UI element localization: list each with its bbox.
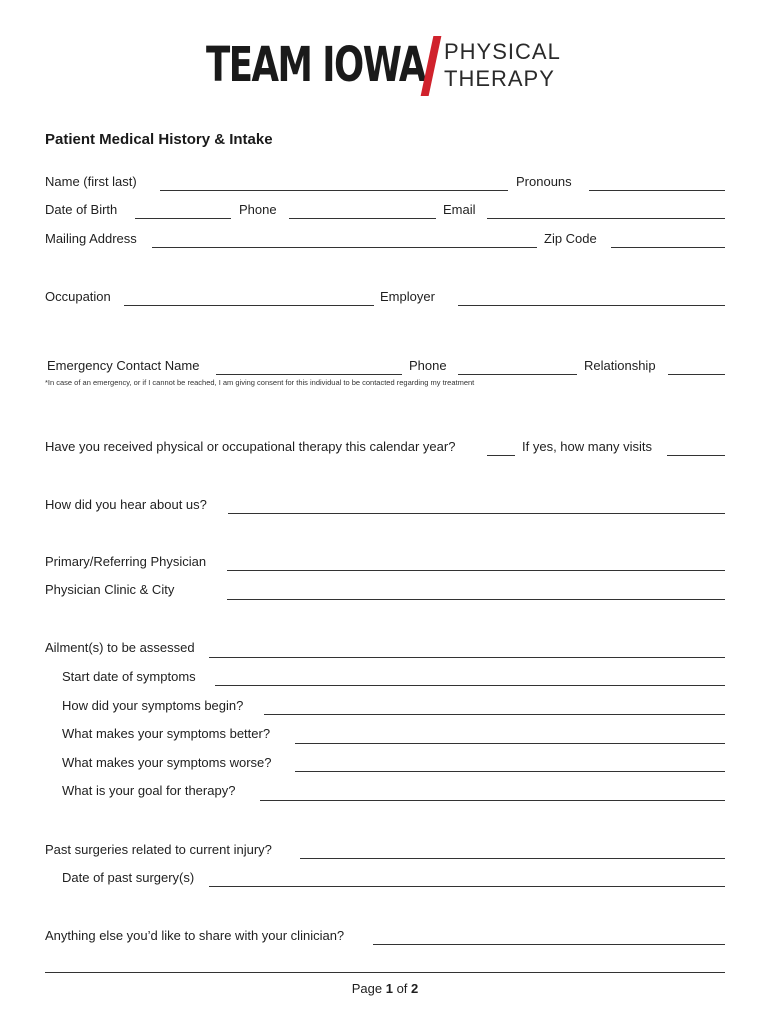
employer-field[interactable]: [458, 305, 725, 306]
dob-field[interactable]: [135, 218, 231, 219]
consent-note: *In case of an emergency, or if I cannot be reached, I am giving consent for this individual to be contacted regarding my treatment: [45, 378, 475, 387]
pronouns-field[interactable]: [589, 190, 725, 191]
received-therapy-label: Have you received physical or occupational therapy this calendar year?: [45, 439, 456, 454]
dob-label: Date of Birth: [45, 202, 118, 217]
surgery-date-label: Date of past surgery(s): [62, 870, 195, 885]
physician-field[interactable]: [227, 570, 725, 571]
physician-label: Primary/Referring Physician: [45, 554, 207, 569]
current-page: 1: [385, 981, 393, 996]
symptoms-begin-field[interactable]: [264, 714, 725, 715]
form-title: Patient Medical History & Intake: [45, 131, 273, 148]
symptoms-begin-label: How did your symptoms begin?: [62, 698, 244, 713]
relationship-label: Relationship: [584, 358, 656, 373]
zip-code-field[interactable]: [611, 247, 725, 248]
past-surgeries-label: Past surgeries related to current injury?: [45, 842, 272, 857]
logo-physical-therapy: [444, 38, 561, 92]
pronouns-label: Pronouns: [516, 174, 572, 189]
symptoms-better-label: What makes your symptoms better?: [62, 726, 271, 741]
surgery-date-field[interactable]: [209, 886, 725, 887]
emergency-phone-label: Phone: [409, 358, 447, 373]
visits-field[interactable]: [667, 455, 725, 456]
therapy-goal-field[interactable]: [260, 800, 725, 801]
mailing-address-label: Mailing Address: [45, 231, 137, 246]
name-label: Name (first last): [45, 174, 137, 189]
phone-label: Phone: [239, 202, 277, 217]
clinic-label: Physician Clinic & City: [45, 582, 175, 597]
relationship-field[interactable]: [668, 374, 725, 375]
anything-else-field-line-2[interactable]: [45, 972, 725, 973]
zip-code-label: Zip Code: [544, 231, 597, 246]
symptoms-better-field[interactable]: [295, 743, 725, 744]
therapy-goal-label: What is your goal for therapy?: [62, 783, 236, 798]
mailing-address-field[interactable]: [152, 247, 537, 248]
occupation-field[interactable]: [124, 305, 374, 306]
team-iowa-logo: [206, 36, 566, 98]
anything-else-label: Anything else you’d like to share with your clinician?: [45, 928, 345, 943]
anything-else-field[interactable]: [373, 944, 725, 945]
email-label: Email: [443, 202, 476, 217]
ailments-label: Ailment(s) to be assessed: [45, 640, 195, 655]
logo-line-2: THERAPY: [444, 66, 555, 91]
received-therapy-field[interactable]: [487, 455, 515, 456]
hear-about-label: How did you hear about us?: [45, 497, 207, 512]
visits-label: If yes, how many visits: [522, 439, 653, 454]
emergency-contact-field[interactable]: [216, 374, 402, 375]
start-date-label: Start date of symptoms: [62, 669, 196, 684]
phone-field[interactable]: [289, 218, 436, 219]
name-field[interactable]: [160, 190, 508, 191]
total-pages: 2: [411, 981, 419, 996]
page-word: Page: [351, 981, 383, 996]
symptoms-worse-field[interactable]: [295, 771, 725, 772]
ailments-field[interactable]: [209, 657, 725, 658]
email-field[interactable]: [487, 218, 725, 219]
past-surgeries-field[interactable]: [300, 858, 725, 859]
logo-line-1: PHYSICAL: [444, 39, 561, 64]
emergency-phone-field[interactable]: [458, 374, 577, 375]
employer-label: Employer: [380, 289, 435, 304]
logo-team-text: TEAM IOWA: [206, 37, 425, 93]
emergency-contact-label: Emergency Contact Name: [47, 358, 200, 373]
occupation-label: Occupation: [45, 289, 111, 304]
page-footer: [0, 981, 770, 996]
of-word: of: [396, 981, 408, 996]
clinic-field[interactable]: [227, 599, 725, 600]
start-date-field[interactable]: [215, 685, 725, 686]
hear-about-field[interactable]: [228, 513, 725, 514]
symptoms-worse-label: What makes your symptoms worse?: [62, 755, 272, 770]
